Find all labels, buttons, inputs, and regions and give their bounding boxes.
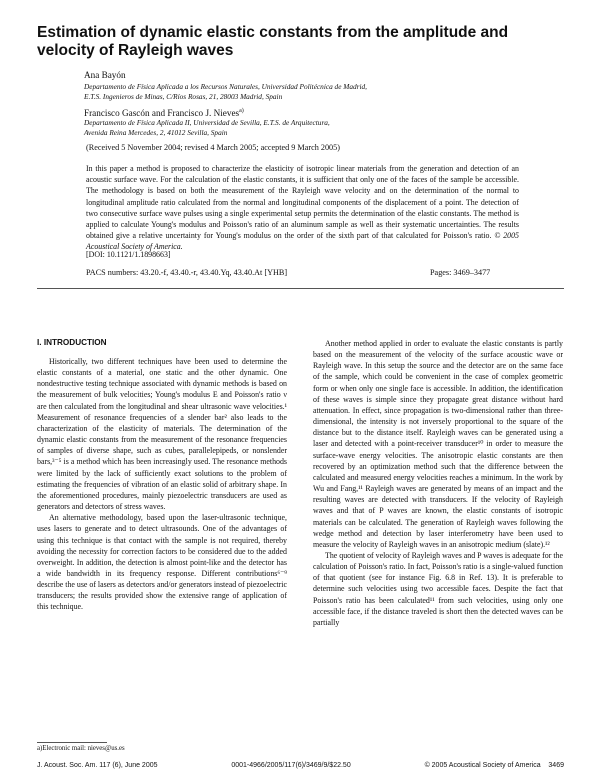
paragraph: Another method applied in order to evaluate the elastic constants is partly based on the measurement of the velocity of the surface acoustic wave or Rayleigh wave. In this setup the source and the detector are on the same face of the sample, which could be convenient in the case of complex geometric form or when only one single face is accessible. In addition, the identification of these waves is simple since they propagate great distance without hard attenuation. In effect, since propagation is two-dimensional rather than three-dimensional, the intensity is not inversely proportional to the square of the distance but to the distance itself. Rayleigh waves can be generated using a laser and detected with a point-receiver transducer¹⁰ in order to measure the surface-wave energy velocities. The anisotropic elastic constants are then recovered by an optimization method such that the difference between the calculated and measured energy velocities reaches a minimum. In the work by Wu and Fang,¹¹ Rayleigh waves are generated by means of an impact and the resulting waves are detected with transducers. If the velocity of Rayleigh waves and that of P waves are known, the elastic constants of isotropic materials can be calculated. The generation of Rayleigh waves following the wedge method and detection by laser interferometry have been used to measure the velocity of Rayleigh waves in an anisotropic medium (slate).¹² bbox=[313, 339, 563, 549]
page-range: Pages: 3469–3477 bbox=[430, 268, 491, 277]
footer-code: 0001-4966/2005/117(6)/3469/9/$22.50 bbox=[231, 762, 351, 769]
footnote-divider bbox=[37, 742, 107, 743]
paragraph: An alternative methodology, based upon the laser-ultrasonic technique, uses lasers to generate and to detect ultrasounds. One of the advantages of using this technique is that contact with the sample is not required, thereby avoiding the necessity for correction factors to be considered due to the added overweight. In addition, the detection is almost point-like and the detector has a wide bandwidth in its frequency response. Different contributions⁶⁻⁹ describe the use of lasers as detectors and/or generators instead of piezoelectric transducers; the results provided show the extensive range of application of this technique. bbox=[37, 513, 287, 612]
author-2-footnote-mark: a) bbox=[239, 108, 244, 114]
left-column bbox=[37, 356, 287, 613]
affiliation-2-line-2: Avenida Reina Mercedes, 2, 41012 Sevilla, Spain bbox=[84, 128, 228, 137]
paragraph: Historically, two different techniques have been used to determine the elastic constants of a material, one static and the other dynamic. One nondestructive testing technique associated with dynamic methods is based on the measurement of bulk velocities; Young's modulus E and Poisson's ratio ν are then calculated from the longitudinal and shear ultrasonic wave velocities.¹ Measurement of resonance frequencies of a slender bar² also leads to the characterization of the elasticity of materials. The determination of the dynamic elastic constants from the measurement of the resonance frequencies of samples of diverse shape, such as cubes, parallelepipeds, or nonslender bars,³⁻⁵ is a method which has been increasingly used. The resonance methods were limited by the lack of sufficiently exact solutions to the problem of estimating the frequencies of vibration of an elastic solid of arbitrary shape. In the aforementioned procedures, mainly piezoelectric transducers are used as generators and detectors of stress waves. bbox=[37, 357, 287, 512]
affiliation-2-line-1: Departamento de Física Aplicada II, Universidad de Sevilla, E.T.S. de Arquitectura, bbox=[84, 118, 330, 127]
received-dates: (Received 5 November 2004; revised 4 March 2005; accepted 9 March 2005) bbox=[86, 143, 340, 152]
pacs-numbers: PACS numbers: 43.20.-f, 43.40.-r, 43.40.Yq, 43.40.At [YHB] bbox=[86, 268, 288, 277]
footnote: a)Electronic mail: nieves@us.es bbox=[37, 745, 125, 752]
paragraph: The quotient of velocity of Rayleigh waves and P waves is adequate for the calculation of Poisson's ratio. In fact, Poisson's ratio is a single-valued function of that quotient (see for instance Fig. 6.8 in Ref. 13). It is preferable to determine such velocities using two accessible faces. Despite the fact that Poisson's ratio has been calculated¹¹ from such velocities, using only one accessible face, if the distance traveled is short then the detected waves can be partially bbox=[313, 550, 563, 627]
header-divider bbox=[37, 288, 564, 289]
right-column bbox=[313, 338, 563, 628]
doi: [DOI: 10.1121/1.1898663] bbox=[86, 250, 171, 259]
paper-title: Estimation of dynamic elastic constants from the amplitude and velocity of Rayleigh waves bbox=[37, 24, 509, 59]
affiliation-1-line-1: Departamento de Física Aplicada a los Recursos Naturales, Universidad Politécnica de Madrid, bbox=[84, 82, 367, 91]
abstract bbox=[86, 163, 519, 253]
author-1: Ana Bayón bbox=[84, 70, 126, 80]
footer-journal: J. Acoust. Soc. Am. 117 (6), June 2005 bbox=[37, 762, 158, 769]
affiliation-1-line-2: E.T.S. Ingenieros de Minas, C/Ríos Rosas, 21, 28003 Madrid, Spain bbox=[84, 92, 283, 101]
page-footer bbox=[37, 762, 564, 769]
author-2-names: Francisco Gascón and Francisco J. Nieves bbox=[84, 108, 240, 119]
footer-copyright-group bbox=[425, 762, 564, 769]
section-heading: I. INTRODUCTION bbox=[37, 338, 107, 347]
abstract-copyright: © 2005 Acoustical Society of America. bbox=[86, 231, 520, 252]
abstract-text: In this paper a method is proposed to characterize the elasticity of isotropic linear materials from the generation and detection of an acoustic surface wave. For the calculation of the elastic constants, it is sufficient that only one of the faces of the sample be accessible. The methodology is based on both the measurement of the Rayleigh wave velocity and on the determination of the normal to longitudinal amplitude ratio calculated from the normal and longitudinal components of the displacement of a point. The detection of two consecutive surface wave pulses using a single experimental setup permits the determination of the elastic constants. The method is applied to calculate Young's modulus and Poisson's ratio of an aluminum sample as well as their systematic uncertainties. The results obtained give a relative uncertainty for Young's modulus on the order of the sixth part of that calculated for Poisson's ratio. bbox=[86, 164, 519, 241]
footer-copyright: © 2005 Acoustical Society of America bbox=[424, 762, 541, 769]
footer-page-number: 3469 bbox=[548, 762, 564, 769]
